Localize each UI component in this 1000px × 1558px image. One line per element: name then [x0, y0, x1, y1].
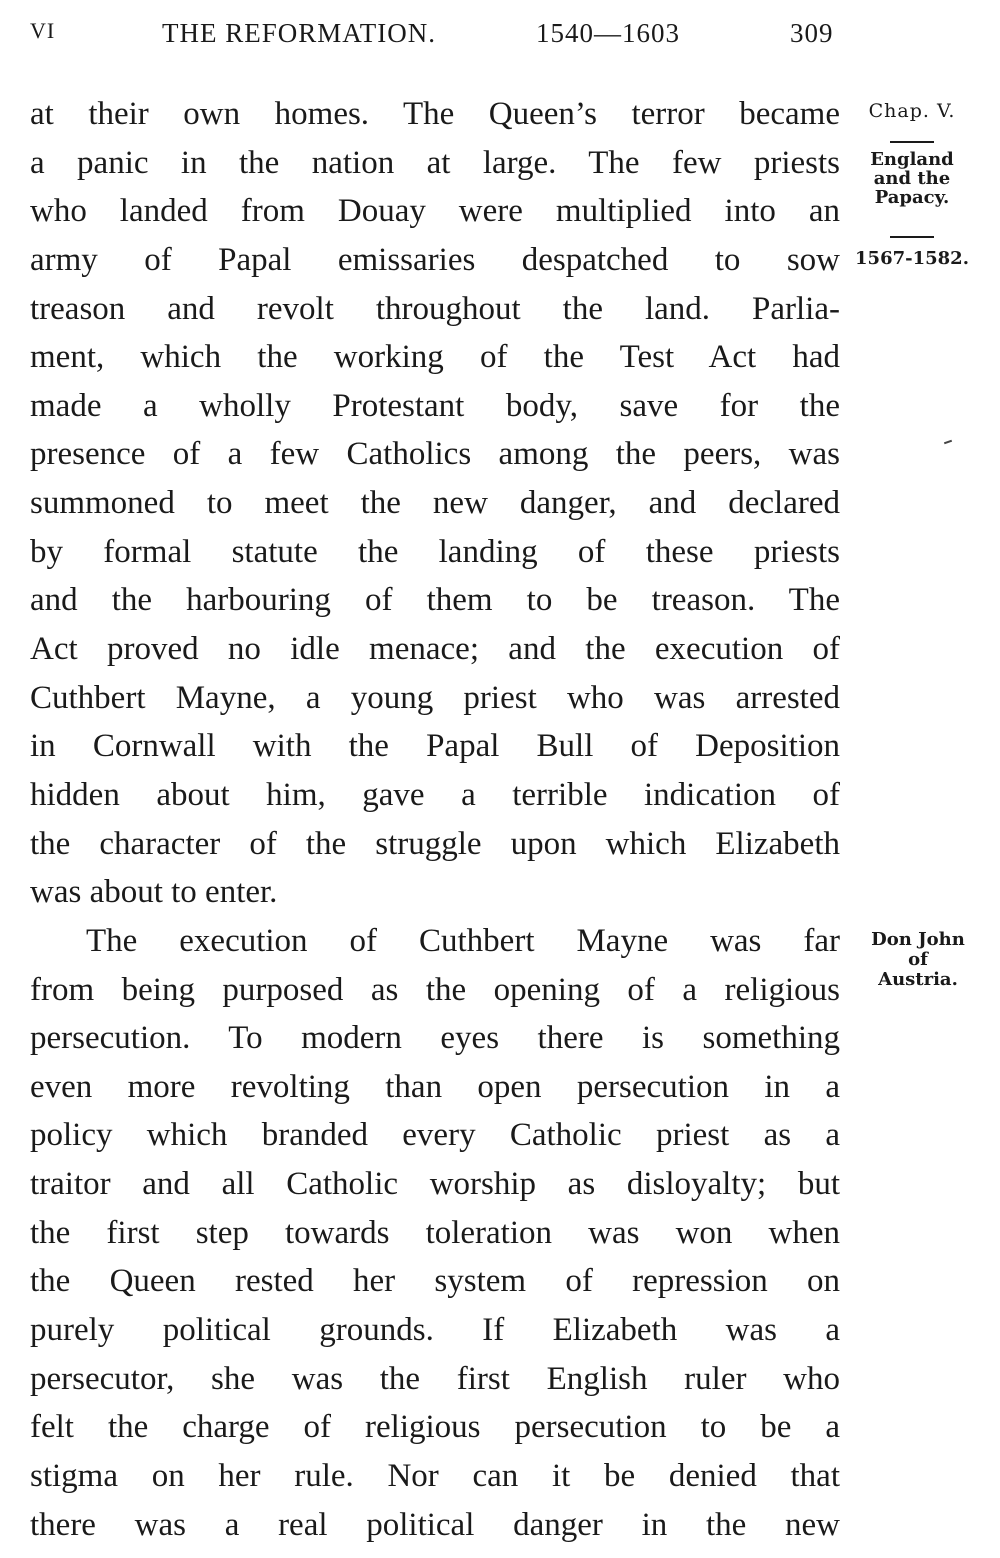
paragraph-end-line: was about to enter. [30, 874, 278, 911]
text-line: felt the charge of religious persecution to be a [30, 1409, 840, 1446]
text-line: ment, which the working of the Test Act had [30, 339, 840, 376]
chapter-marker: Chap. V. [868, 100, 956, 122]
running-header [30, 18, 840, 58]
text-line: army of Papal emissaries despatched to sow [30, 241, 840, 278]
text-line: persecutor, she was the first English ruler who [30, 1360, 840, 1397]
text-line: persecution. To modern eyes there is something [30, 1020, 840, 1057]
text-line: by formal statute the landing of these priests [30, 533, 840, 570]
running-years: 1540—1603 [536, 18, 680, 48]
text-line: summoned to meet the new danger, and declared [30, 485, 840, 522]
text-line: the character of the struggle upon which Elizabeth [30, 825, 840, 862]
side-note-line: Austria. [878, 969, 958, 990]
page-number: 309 [790, 18, 834, 48]
text-line: from being purposed as the opening of a religious [30, 971, 840, 1008]
text-line: traitor and all Catholic worship as disloyalty; but [30, 1166, 840, 1203]
text-line: even more revolting than open persecution in a [30, 1068, 840, 1105]
rule-divider [890, 236, 934, 238]
text-line: purely political grounds. If Elizabeth was a [30, 1312, 840, 1349]
text-line: made a wholly Protestant body, save for the [30, 387, 840, 424]
side-note-line: of [908, 949, 928, 970]
text-line: Act proved no idle menace; and the execution of [30, 631, 840, 668]
text-line: presence of a few Catholics among the peers, was [30, 436, 840, 473]
text-line: hidden about him, gave a terrible indication of [30, 776, 840, 813]
text-line: who landed from Douay were multiplied into an [30, 193, 840, 230]
text-line: Cuthbert Mayne, a young priest who was arrested [30, 679, 840, 716]
paragraph-start-line: The execution of Cuthbert Mayne was far [86, 922, 840, 959]
section-number: VI [30, 18, 56, 43]
running-title: THE REFORMATION. [162, 18, 437, 48]
side-note-line: Papacy. [874, 187, 950, 208]
side-note-dates: 1567-1582. [855, 248, 969, 269]
text-line: the Queen rested her system of repression on [30, 1263, 840, 1300]
text-line: and the harbouring of them to be treason. The [30, 582, 840, 619]
text-line: the first step towards toleration was won when [30, 1214, 840, 1251]
side-note-line: England [870, 149, 954, 170]
text-line: stigma on her rule. Nor can it be denied that [30, 1457, 840, 1494]
print-speck [944, 440, 952, 445]
side-note-england-papacy [848, 150, 976, 207]
text-line: policy which branded every Catholic priest as a [30, 1117, 840, 1154]
text-line: in Cornwall with the Papal Bull of Deposition [30, 728, 840, 765]
side-note-line: and the [873, 168, 951, 189]
main-text [30, 90, 840, 1549]
side-note-line: Don John [871, 929, 965, 950]
text-line: there was a real political danger in the new [30, 1506, 840, 1543]
text-line: treason and revolt throughout the land. Parlia- [30, 290, 840, 327]
text-line: at their own homes. The Queen’s terror became [30, 96, 840, 132]
side-note-don-john [848, 930, 988, 990]
text-line: a panic in the nation at large. The few priests [30, 144, 840, 181]
rule-divider [890, 141, 934, 143]
